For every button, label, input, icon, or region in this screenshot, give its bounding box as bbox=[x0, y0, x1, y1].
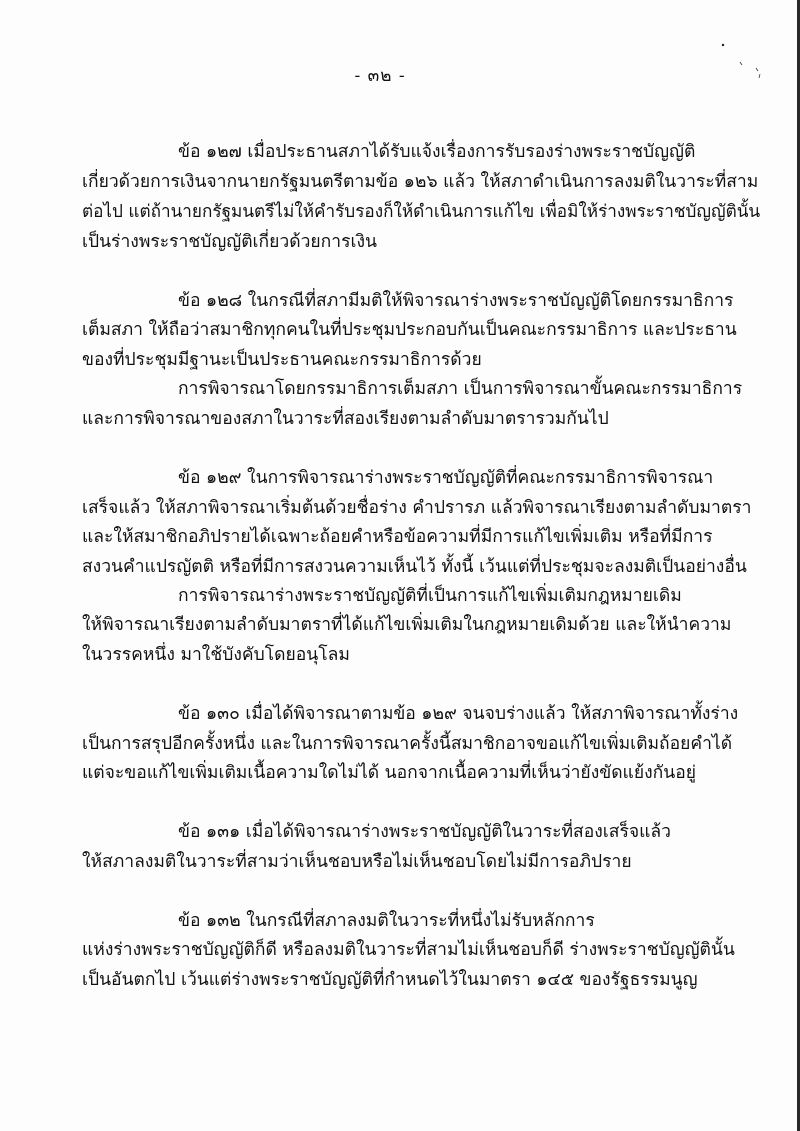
text-line: เป็นอันตกไป เว้นแต่ร่างพระราชบัญญัติที่กำหนดไว้ในมาตรา ๑๔๕ ของรัฐธรรมนูญ bbox=[82, 970, 698, 990]
text-line: เป็นการสรุปอีกครั้งหนึ่ง และในการพิจารณาครั้งนี้สมาชิกอาจขอแก้ไขเพิ่มเติมถ้อยคำได้ bbox=[82, 734, 733, 754]
text-line: การพิจารณาร่างพระราชบัญญัติที่เป็นการแก้ไขเพิ่มเติมกฎหมายเดิม bbox=[178, 586, 682, 606]
text-line: ข้อ ๑๓๒ ในกรณีที่สภาลงมติในวาระที่หนึ่งไม่รับหลักการ bbox=[178, 911, 595, 931]
text-line: ให้สภาลงมติในวาระที่สามว่าเห็นชอบหรือไม่เห็นชอบโดยไม่มีการอภิปราย bbox=[82, 852, 632, 872]
text-line: และการพิจารณาของสภาในวาระที่สองเรียงตามลำดับมาตรารวมกันไป bbox=[82, 409, 609, 429]
page-number: - ๓๒ - bbox=[354, 66, 406, 86]
text-line: ของที่ประชุมมีฐานะเป็นประธานคณะกรรมาธิการด้วย bbox=[82, 350, 482, 370]
text-line: ในวรรคหนึ่ง มาใช้บังคับโดยอนุโลม bbox=[82, 645, 350, 665]
text-line: แต่จะขอแก้ไขเพิ่มเติมเนื้อความใดไม่ได้ นอกจากเนื้อความที่เห็นว่ายังขัดแย้งกันอยู่ bbox=[82, 763, 696, 783]
text-line: และให้สมาชิกอภิปรายได้เฉพาะถ้อยคำหรือข้อความที่มีการแก้ไขเพิ่มเติม หรือที่มีการ bbox=[82, 527, 713, 547]
text-line: ข้อ ๑๒๙ ในการพิจารณาร่างพระราชบัญญัติที่คณะกรรมาธิการพิจารณา bbox=[178, 468, 714, 488]
text-line: แห่งร่างพระราชบัญญัติก็ดี หรือลงมติในวาระที่สามไม่เห็นชอบก็ดี ร่างพระราชบัญญัตินั้น bbox=[82, 940, 735, 960]
text-line: เต็มสภา ให้ถือว่าสมาชิกทุกคนในที่ประชุมประกอบกันเป็นคณะกรรมาธิการ และประธาน bbox=[82, 320, 737, 340]
text-line: การพิจารณาโดยกรรมาธิการเต็มสภา เป็นการพิจารณาขั้นคณะกรรมาธิการ bbox=[178, 379, 743, 399]
text-line: ข้อ ๑๓๑ เมื่อได้พิจารณาร่างพระราชบัญญัติในวาระที่สองเสร็จแล้ว bbox=[178, 822, 671, 842]
text-line: เป็นร่างพระราชบัญญัติเกี่ยวด้วยการเงิน bbox=[82, 232, 377, 252]
text-line: ให้พิจารณาเรียงตามลำดับมาตราที่ได้แก้ไขเพิ่มเติมในกฎหมายเดิมด้วย และให้นำความ bbox=[82, 615, 732, 635]
text-line: เสร็จแล้ว ให้สภาพิจารณาเริ่มต้นด้วยชื่อร่าง คำปรารภ แล้วพิจารณาเรียงตามลำดับมาตรา bbox=[82, 498, 752, 518]
text-line: ข้อ ๑๓๐ เมื่อได้พิจารณาตามข้อ ๑๒๙ จนจบร่างแล้ว ให้สภาพิจารณาทั้งร่าง bbox=[178, 704, 739, 724]
text-line: ข้อ ๑๒๗ เมื่อประธานสภาได้รับแจ้งเรื่องการรับรองร่างพระราชบัญญัติ bbox=[178, 142, 696, 162]
text-line: ต่อไป แต่ถ้านายกรัฐมนตรีไม่ให้คำรับรองก็ให้ดำเนินการแก้ไข เพื่อมิให้ร่างพระราชบัญญัตินั้น bbox=[82, 202, 761, 222]
text-line: เกี่ยวด้วยการเงินจากนายกรัฐมนตรีตามข้อ ๑๒๖ แล้ว ให้สภาดำเนินการลงมติในวาระที่สาม bbox=[82, 172, 759, 192]
text-line: สงวนคำแปรญัตติ หรือที่มีการสงวนความเห็นไว้ ทั้งนี้ เว้นแต่ที่ประชุมจะลงมติเป็นอย่างอื่น bbox=[82, 557, 747, 577]
text-line: ข้อ ๑๒๘ ในกรณีที่สภามีมติให้พิจารณาร่างพระราชบัญญัติโดยกรรมาธิการ bbox=[178, 291, 734, 311]
